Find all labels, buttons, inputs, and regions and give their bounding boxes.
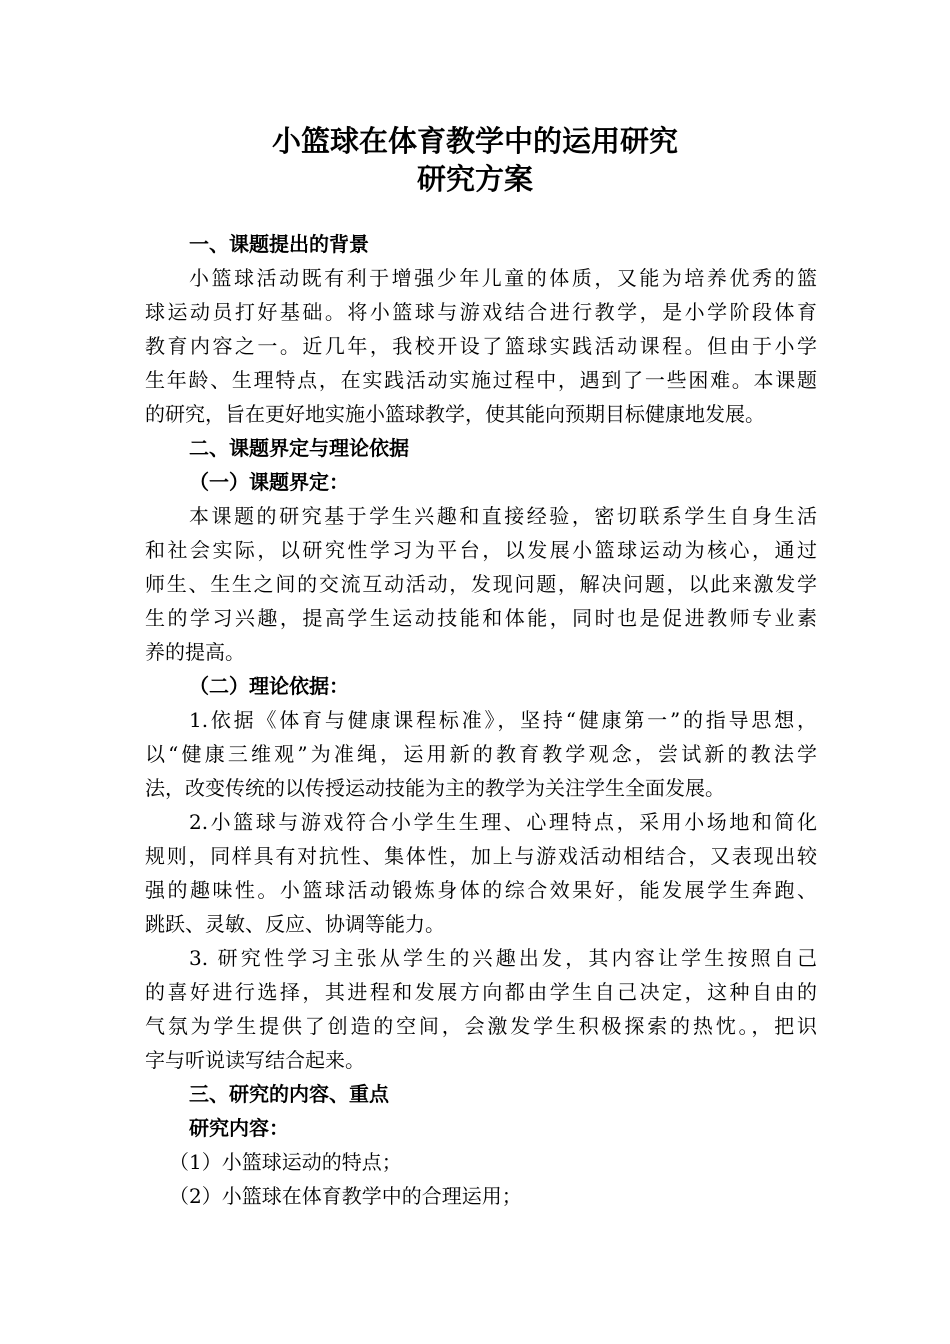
- paragraph-line: 生年龄、生理特点，在实践活动实施过程中，遇到了一些困难。本课题: [145, 368, 817, 392]
- document-subtitle: 研究方案: [416, 162, 533, 196]
- paragraph-line: 法，改变传统的以传授运动技能为主的教学为关注学生全面发展。: [145, 776, 725, 800]
- paragraph-line: 1.依据《体育与健康课程标准》，坚持“健康第一”的指导思想，: [189, 708, 817, 732]
- paragraph-line: 和社会实际，以研究性学习为平台，以发展小篮球运动为核心，通过: [145, 538, 817, 562]
- paragraph-line: 跳跃、灵敏、反应、协调等能力。: [145, 912, 445, 936]
- paragraph-line: 规则，同样具有对抗性、集体性，加上与游戏活动相结合，又表现出较: [145, 844, 817, 868]
- paragraph-line: 以“健康三维观”为准绳，运用新的教育教学观念，尝试新的教法学: [145, 742, 817, 766]
- paragraph-line: 字与听说读写结合起来。: [145, 1048, 365, 1072]
- paragraph-line: 的研究，旨在更好地实施小篮球教学，使其能向预期目标健康地发展。: [145, 402, 765, 426]
- paragraph-line: 养的提高。: [145, 640, 245, 664]
- list-item: （2）小篮球在体育教学中的合理运用；: [169, 1184, 522, 1208]
- subsection-heading-2: （二）理论依据：: [189, 674, 349, 698]
- paragraph-line: 的喜好进行选择，其进程和发展方向都由学生自己决定，这种自由的: [145, 980, 817, 1004]
- paragraph-line: 小篮球活动既有利于增强少年儿童的体质，又能为培养优秀的篮: [189, 266, 817, 290]
- paragraph-line: 生的学习兴趣，提高学生运动技能和体能，同时也是促进教师专业素: [145, 606, 817, 630]
- subsection-heading-3: 研究内容：: [189, 1116, 289, 1140]
- section-heading-2: 二、课题界定与理论依据: [189, 436, 409, 460]
- paragraph-line: 教育内容之一。近几年，我校开设了篮球实践活动课程。但由于小学: [145, 334, 817, 358]
- paragraph-line: 气氛为学生提供了创造的空间，会激发学生积极探索的热忱。，把识: [145, 1014, 817, 1038]
- paragraph-line: 本课题的研究基于学生兴趣和直接经验，密切联系学生自身生活: [189, 504, 817, 528]
- subsection-heading-1: （一）课题界定：: [189, 470, 349, 494]
- paragraph-line: 3. 研究性学习主张从学生的兴趣出发，其内容让学生按照自己: [189, 946, 817, 970]
- document-body: [145, 227, 817, 1213]
- paragraph-line: 球运动员打好基础。将小篮球与游戏结合进行教学，是小学阶段体育: [145, 300, 817, 324]
- section-heading-3: 三、研究的内容、重点: [189, 1082, 389, 1106]
- paragraph-line: 2.小篮球与游戏符合小学生生理、心理特点，采用小场地和简化: [189, 810, 817, 834]
- list-item: （1）小篮球运动的特点；: [169, 1150, 402, 1174]
- document-title: 小篮球在体育教学中的运用研究: [271, 124, 678, 158]
- paragraph-line: 师生、生生之间的交流互动活动，发现问题，解决问题，以此来激发学: [145, 572, 817, 596]
- paragraph-line: 强的趣味性。小篮球活动锻炼身体的综合效果好，能发展学生奔跑、: [145, 878, 817, 902]
- section-heading-1: 一、课题提出的背景: [189, 232, 369, 256]
